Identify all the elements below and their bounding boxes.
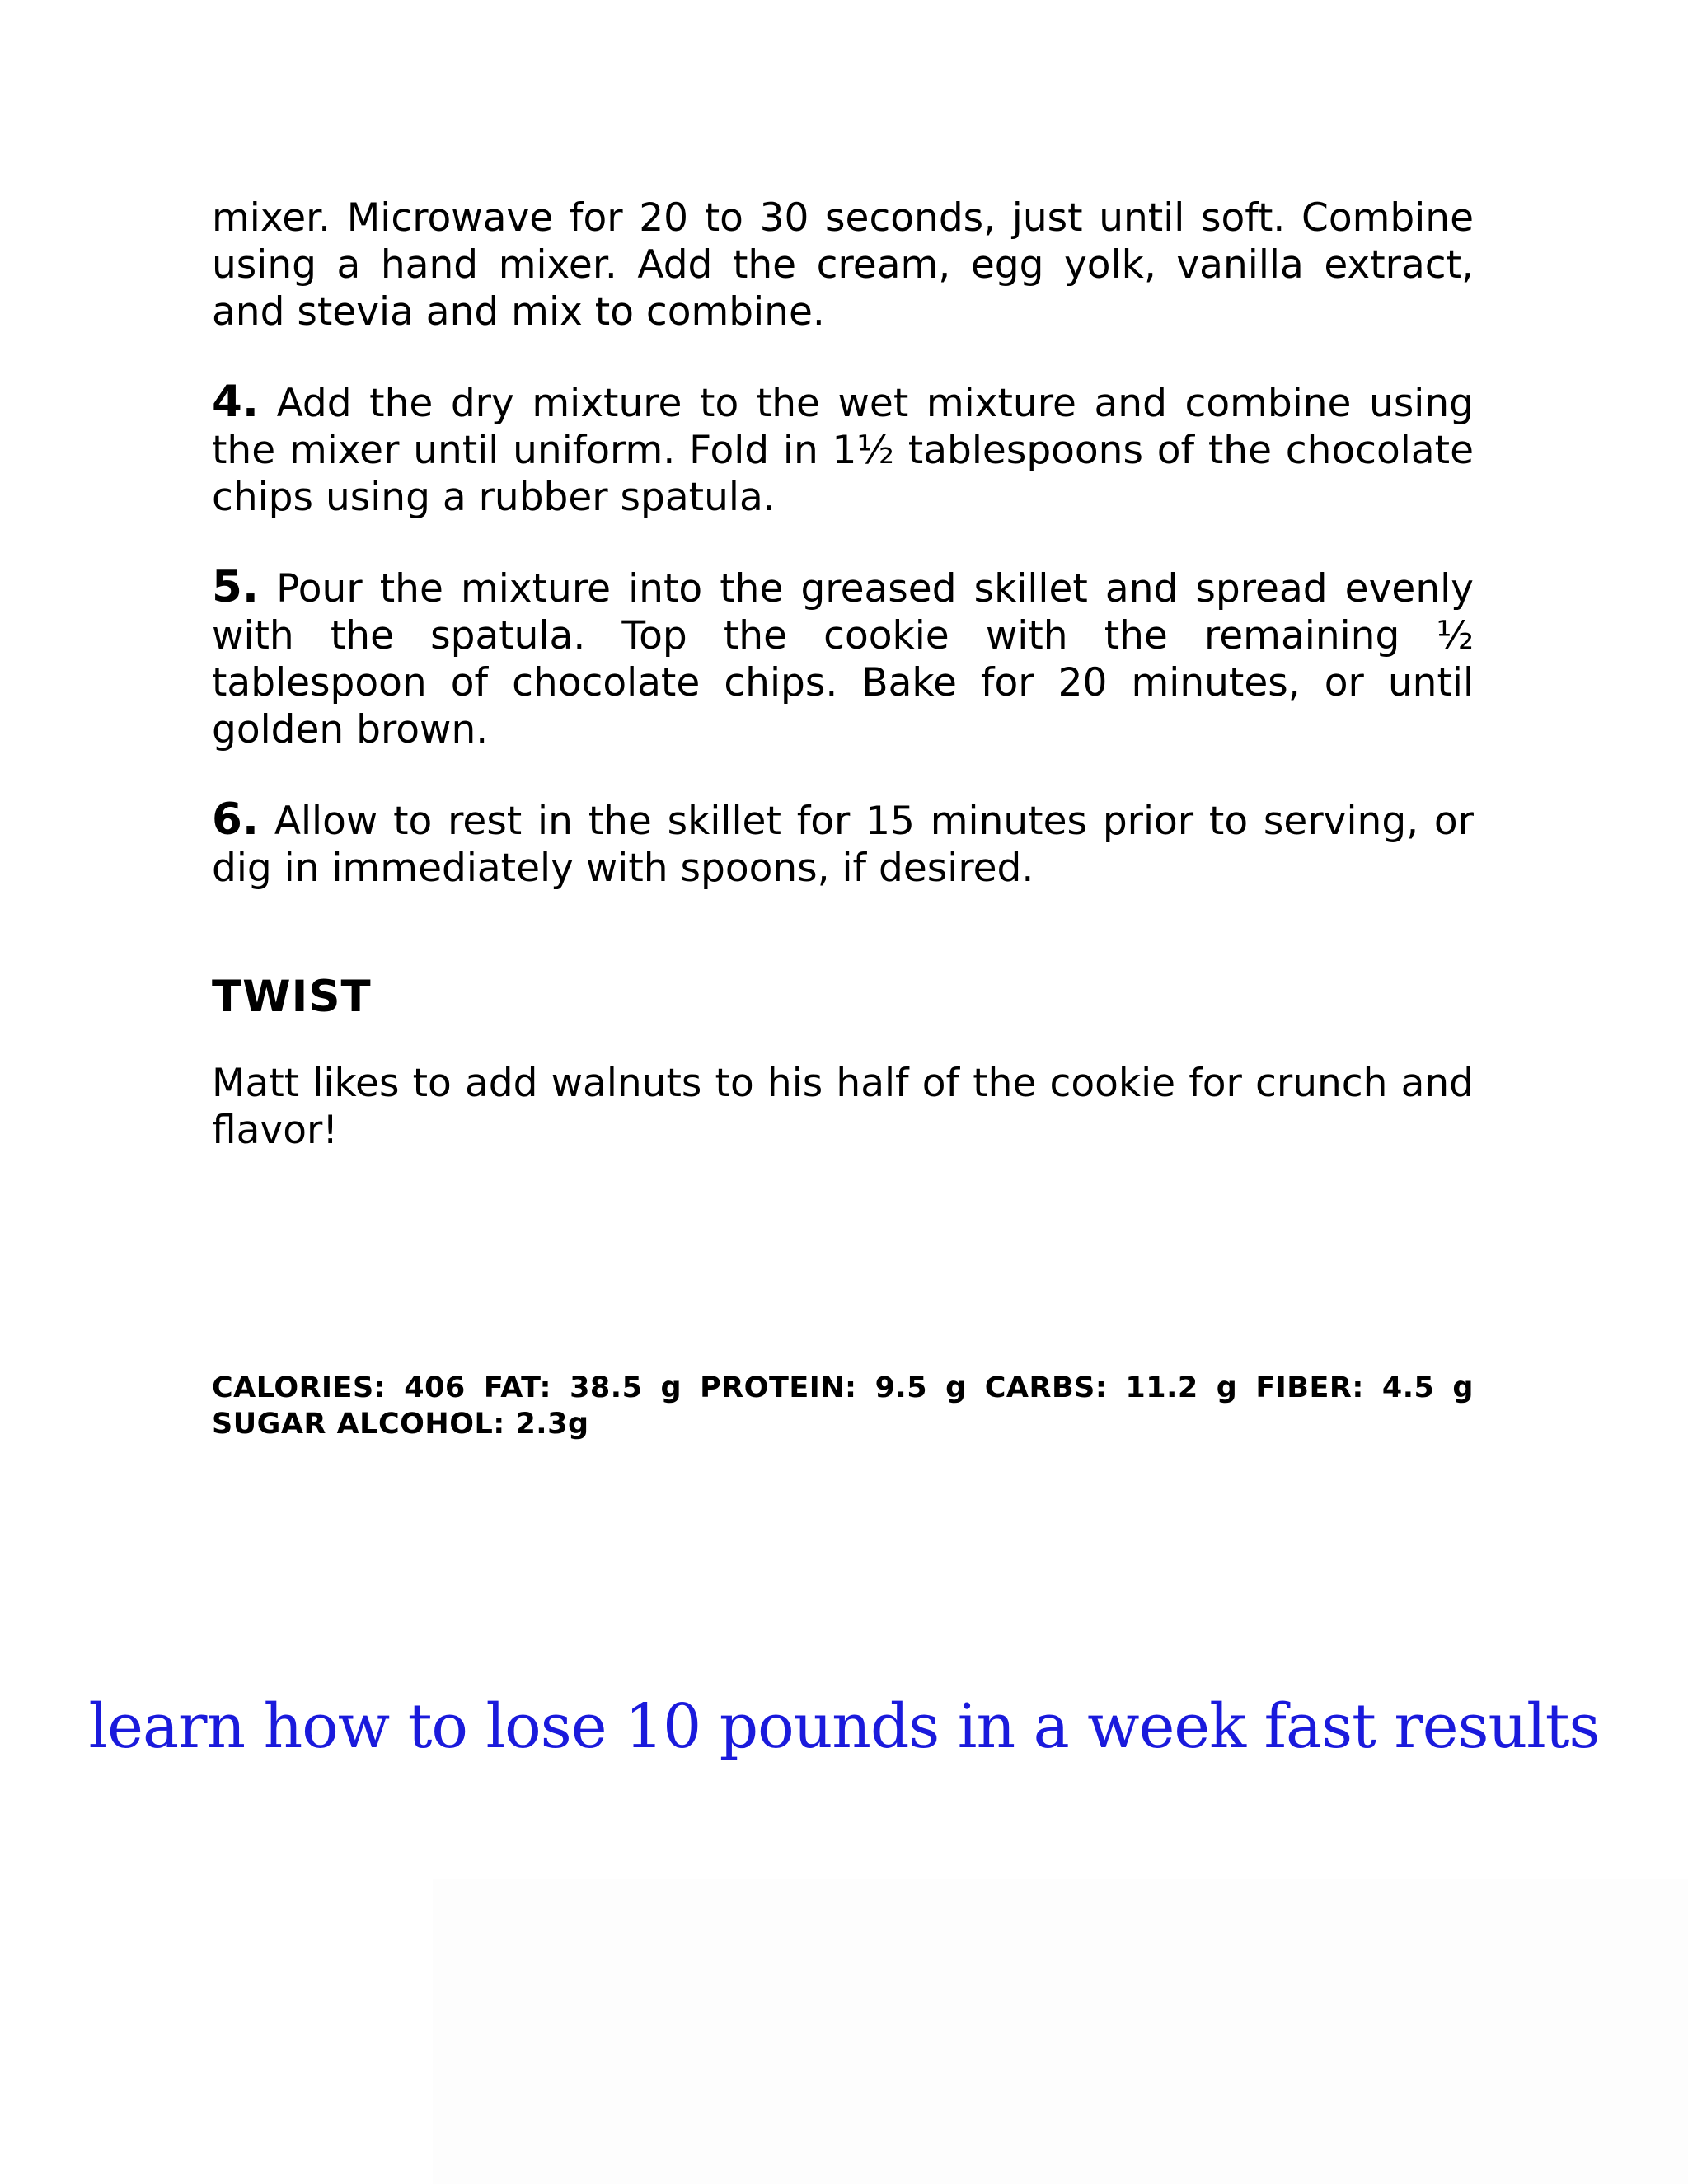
step-6-text: Allow to rest in the skillet for 15 minutes prior to serving, or dig in immediately with spoons, if desired. bbox=[212, 799, 1474, 891]
nutrition-facts: CALORIES: 406 FAT: 38.5 g PROTEIN: 9.5 g CARBS: 11.2 g FIBER: 4.5 g SUGAR ALCOHOL: 2.3g bbox=[212, 1371, 1474, 1441]
step-5-text: Pour the mixture into the greased skillet and spread evenly with the spatula. Top the cookie with the remaining ½ tablespoon of chocolate chips. Bake for 20 minutes, or until golden brown. bbox=[212, 566, 1474, 752]
step-3-continuation: mixer. Microwave for 20 to 30 seconds, just until soft. Combine using a hand mixer. Add the cream, egg yolk, vanilla extract, and stevia and mix to combine. bbox=[212, 195, 1474, 335]
twist-heading: TWIST bbox=[212, 972, 372, 1022]
step-4-number: 4. bbox=[212, 377, 260, 427]
page-shade bbox=[433, 1879, 1688, 2184]
step-4-text: Add the dry mixture to the wet mixture and combine using the mixer until uniform. Fold in 1½ tablespoons of the chocolate chips using a rubber spatula. bbox=[212, 381, 1474, 520]
step-4 bbox=[212, 378, 1474, 521]
step-6-number: 6. bbox=[212, 794, 260, 845]
step-5 bbox=[212, 564, 1474, 753]
twist-text: Matt likes to add walnuts to his half of the cookie for crunch and flavor! bbox=[212, 1061, 1474, 1153]
recipe-content bbox=[212, 194, 1474, 1471]
step-6 bbox=[212, 796, 1474, 892]
promo-link[interactable]: learn how to lose 10 pounds in a week fast results bbox=[88, 1691, 1600, 1762]
step-5-number: 5. bbox=[212, 562, 260, 612]
